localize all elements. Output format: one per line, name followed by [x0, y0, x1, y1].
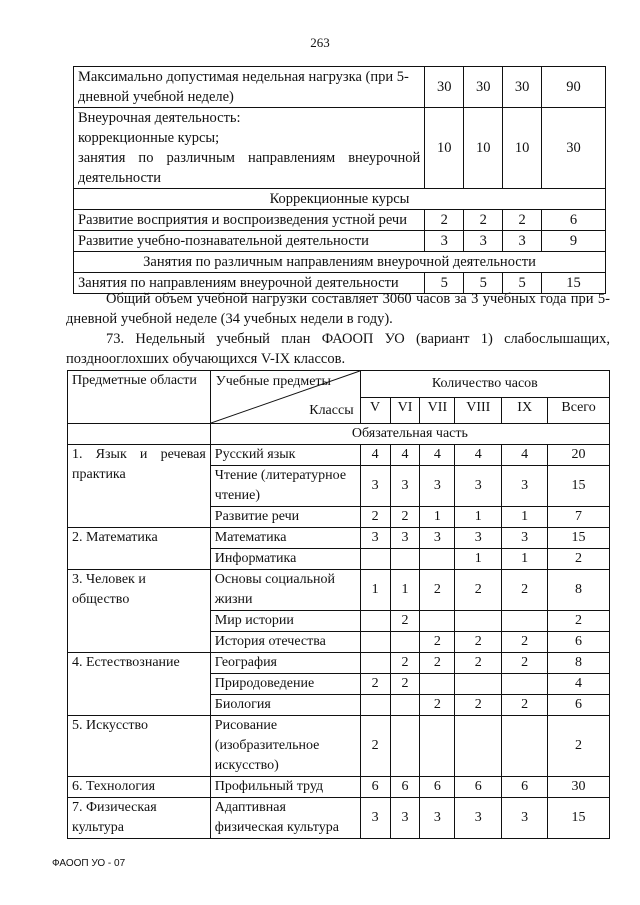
cell-hours: 4 [390, 445, 420, 466]
cell-value: 6 [542, 210, 606, 231]
cell-hours: 6 [360, 777, 390, 798]
cell-hours [360, 611, 390, 632]
header-areas: Предметные области [68, 371, 211, 424]
subject-area: 4. Естествознание [68, 653, 211, 716]
cell-hours: 4 [360, 445, 390, 466]
page-number: 263 [310, 35, 330, 50]
cell-hours: 3 [420, 798, 455, 839]
subject-area: 1. Язык и речевая практика [68, 445, 211, 528]
cell-hours: 2 [455, 632, 502, 653]
cell-hours [420, 549, 455, 570]
cell-value: 2 [425, 210, 464, 231]
header-grade-total: Всего [548, 397, 610, 424]
cell-total: 15 [548, 528, 610, 549]
subject-area: 5. Искусство [68, 716, 211, 777]
cell-hours: 2 [360, 674, 390, 695]
cell-value: 2 [464, 210, 503, 231]
cell-total: 15 [548, 466, 610, 507]
subject-area: 2. Математика [68, 528, 211, 570]
cell-hours [390, 549, 420, 570]
row-label [74, 108, 425, 189]
cell-hours: 6 [420, 777, 455, 798]
cell-hours: 2 [420, 695, 455, 716]
cell-value: 3 [464, 231, 503, 252]
table-row [68, 528, 610, 549]
cell-hours: 2 [360, 507, 390, 528]
cell-hours: 1 [390, 570, 420, 611]
cell-hours: 3 [360, 798, 390, 839]
section-correction: Коррекционные курсы [74, 189, 606, 210]
subject-area: 3. Человек и общество [68, 570, 211, 653]
section-row [74, 189, 606, 210]
subject-name: Основы социальной жизни [210, 570, 360, 611]
cell-hours: 2 [455, 653, 502, 674]
cell-value: 2 [503, 210, 542, 231]
empty-cell [68, 424, 211, 445]
cell-hours: 2 [502, 632, 548, 653]
subject-name: Адаптивная физическая культура [210, 798, 360, 839]
header-grade: V [360, 397, 390, 424]
header-grade: VI [390, 397, 420, 424]
curriculum-body [68, 445, 610, 839]
cell-value: 3 [503, 231, 542, 252]
cell-hours: 2 [420, 653, 455, 674]
cell-hours: 2 [390, 674, 420, 695]
cell-hours [420, 716, 455, 777]
cell-hours: 3 [455, 528, 502, 549]
section-row [68, 424, 610, 445]
cell-hours: 1 [420, 507, 455, 528]
cell-total: 8 [548, 570, 610, 611]
paragraph-plan-title: 73. Недельный учебный план ФАООП УО (вариант 1) слабослышащих, позднооглохших обучающихся V-IX классов. [66, 331, 610, 367]
cell-total: 20 [548, 445, 610, 466]
table-row [68, 798, 610, 839]
subject-name: Чтение (литературное чтение) [210, 466, 360, 507]
cell-hours: 6 [455, 777, 502, 798]
table-row [74, 231, 606, 252]
cell-hours [360, 632, 390, 653]
section-mandatory: Обязательная часть [210, 424, 609, 445]
cell-hours: 3 [390, 528, 420, 549]
cell-value: 30 [464, 67, 503, 108]
cell-hours: 2 [390, 653, 420, 674]
cell-hours: 3 [455, 798, 502, 839]
cell-total: 4 [548, 674, 610, 695]
subject-name: Русский язык [210, 445, 360, 466]
cell-hours: 3 [502, 466, 548, 507]
cell-hours [360, 549, 390, 570]
subject-name: История отечества [210, 632, 360, 653]
cell-total: 15 [548, 798, 610, 839]
cell-hours [455, 611, 502, 632]
curriculum-table [67, 370, 610, 839]
cell-hours: 3 [502, 528, 548, 549]
cell-hours [360, 653, 390, 674]
cell-hours: 2 [502, 695, 548, 716]
cell-value: 30 [503, 67, 542, 108]
cell-value: 10 [464, 108, 503, 189]
header-subjects: Учебные предметы [215, 374, 331, 389]
subject-name: Мир истории [210, 611, 360, 632]
cell-hours: 2 [390, 611, 420, 632]
cell-value: 30 [425, 67, 464, 108]
cell-hours: 2 [420, 632, 455, 653]
header-subjects-classes [210, 371, 360, 424]
cell-hours: 1 [455, 507, 502, 528]
subject-name: Информатика [210, 549, 360, 570]
cell-hours: 3 [360, 466, 390, 507]
cell-hours: 3 [420, 466, 455, 507]
cell-value: 90 [542, 67, 606, 108]
cell-value: 5 [503, 273, 542, 294]
subject-name: Профильный труд [210, 777, 360, 798]
row-label: Развитие восприятия и воспроизведения устной речи [74, 210, 425, 231]
cell-value: 5 [464, 273, 503, 294]
header-grade: IX [502, 397, 548, 424]
cell-total: 2 [548, 611, 610, 632]
cell-total: 2 [548, 549, 610, 570]
cell-hours [360, 695, 390, 716]
cell-value: 5 [425, 273, 464, 294]
cell-hours: 2 [360, 716, 390, 777]
cell-hours [455, 716, 502, 777]
cell-hours [390, 695, 420, 716]
cell-hours: 1 [502, 507, 548, 528]
cell-hours [420, 611, 455, 632]
cell-hours: 2 [502, 653, 548, 674]
cell-hours [455, 674, 502, 695]
cell-value: 10 [503, 108, 542, 189]
row-label: Максимально допустимая недельная нагрузка (при 5-дневной учебной неделе) [74, 67, 425, 108]
cell-hours: 6 [502, 777, 548, 798]
cell-value: 15 [542, 273, 606, 294]
cell-hours: 3 [390, 466, 420, 507]
section-row [74, 252, 606, 273]
cell-hours: 2 [420, 570, 455, 611]
cell-hours: 4 [502, 445, 548, 466]
section-extracurricular: Занятия по различным направлениям внеурочной деятельности [74, 252, 606, 273]
cell-value: 9 [542, 231, 606, 252]
table-row [68, 653, 610, 674]
header-row [68, 371, 610, 398]
cell-hours: 4 [420, 445, 455, 466]
cell-hours: 2 [455, 570, 502, 611]
cell-hours [390, 716, 420, 777]
cell-hours: 3 [360, 528, 390, 549]
footer-code: ФАООП УО - 07 [52, 858, 126, 869]
subject-name: Рисование (изобразительное искусство) [210, 716, 360, 777]
table-row [68, 570, 610, 611]
cell-hours: 6 [390, 777, 420, 798]
header-classes: Классы [309, 403, 354, 418]
cell-hours: 3 [390, 798, 420, 839]
cell-hours [502, 611, 548, 632]
paragraph-total-load: Общий объем учебной нагрузки составляет 3060 часов за 3 учебных года при 5-дневной учебной неделе (34 учебных недели в году). [66, 291, 610, 327]
cell-hours: 2 [455, 695, 502, 716]
header-hours: Количество часов [360, 371, 609, 398]
row-label-line: Внеурочная деятельность: [78, 110, 241, 126]
cell-hours: 3 [502, 798, 548, 839]
cell-hours [502, 716, 548, 777]
table-row [68, 716, 610, 777]
summary-table [73, 66, 606, 294]
cell-hours: 1 [455, 549, 502, 570]
cell-value: 3 [425, 231, 464, 252]
header-grade: VII [420, 397, 455, 424]
cell-hours [390, 632, 420, 653]
cell-hours: 3 [420, 528, 455, 549]
table-row [74, 108, 606, 189]
cell-total: 30 [548, 777, 610, 798]
table-row [74, 67, 606, 108]
cell-total: 6 [548, 695, 610, 716]
subject-area: 7. Физическая культура [68, 798, 211, 839]
row-label-line: занятия по различным направлениям внеурочной деятельности [78, 150, 421, 186]
subject-name: Математика [210, 528, 360, 549]
cell-hours [502, 674, 548, 695]
cell-total: 6 [548, 632, 610, 653]
cell-hours: 2 [390, 507, 420, 528]
cell-total: 2 [548, 716, 610, 777]
cell-hours: 4 [455, 445, 502, 466]
cell-hours: 1 [360, 570, 390, 611]
row-label: Развитие учебно-познавательной деятельности [74, 231, 425, 252]
cell-hours: 2 [502, 570, 548, 611]
subject-name: Развитие речи [210, 507, 360, 528]
row-label: Занятия по направлениям внеурочной деятельности [74, 273, 425, 294]
row-label-line: коррекционные курсы; [78, 130, 220, 146]
subject-name: Природоведение [210, 674, 360, 695]
table-row [74, 210, 606, 231]
cell-total: 7 [548, 507, 610, 528]
cell-total: 8 [548, 653, 610, 674]
subject-name: География [210, 653, 360, 674]
cell-value: 10 [425, 108, 464, 189]
subject-name: Биология [210, 695, 360, 716]
cell-hours: 3 [455, 466, 502, 507]
cell-hours: 1 [502, 549, 548, 570]
cell-hours [420, 674, 455, 695]
table-row [68, 777, 610, 798]
cell-value: 30 [542, 108, 606, 189]
header-grade: VIII [455, 397, 502, 424]
table-row [68, 445, 610, 466]
subject-area: 6. Технология [68, 777, 211, 798]
